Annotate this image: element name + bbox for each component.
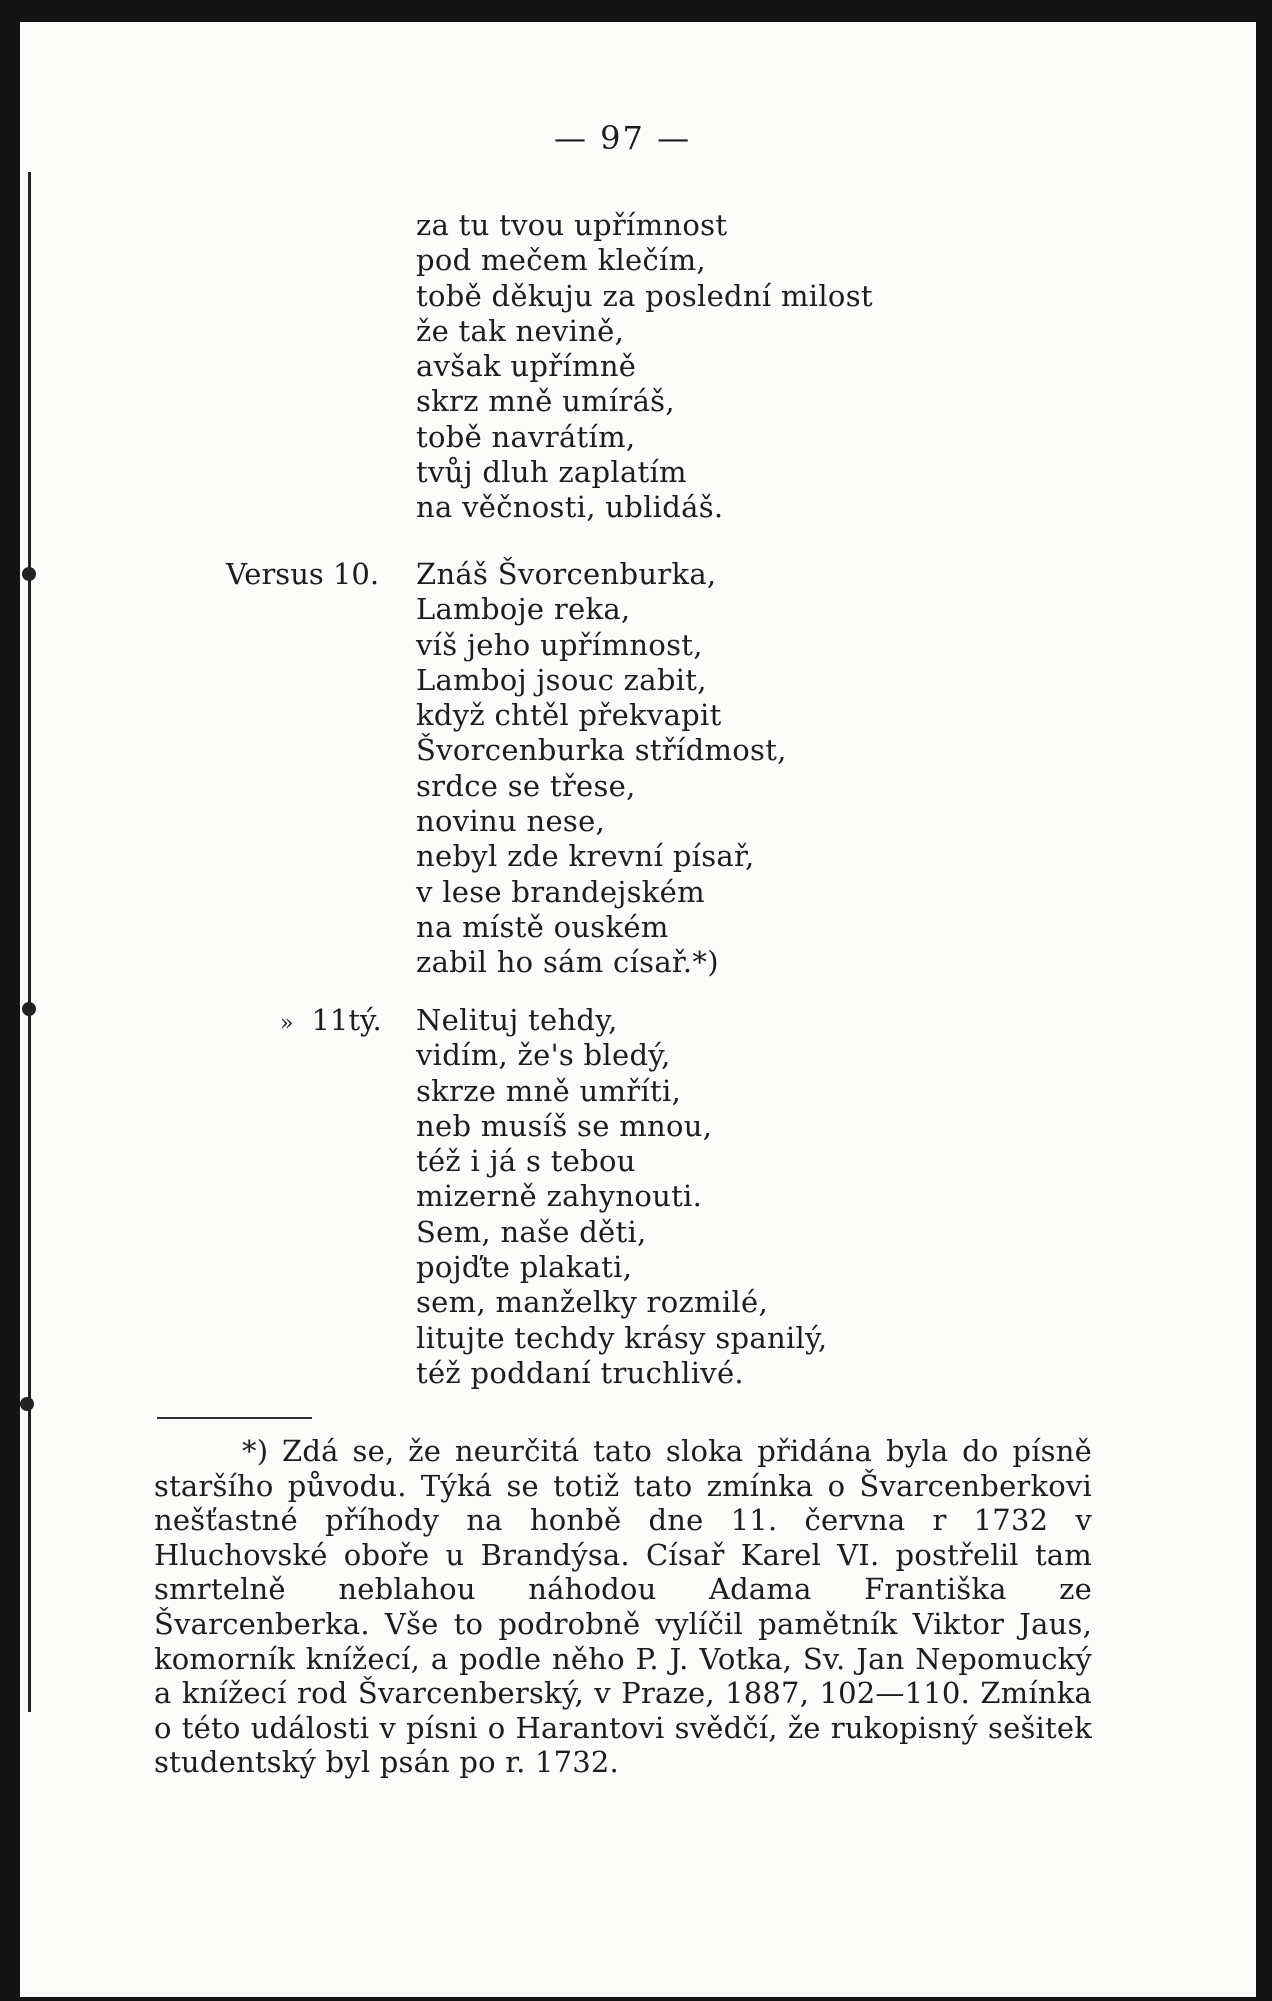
verse-line: sem, manželky rozmilé, <box>416 1285 768 1320</box>
verse-line: Lamboj jsouc zabit, <box>416 662 707 697</box>
verse-line: v lese brandejském <box>416 874 705 909</box>
verse-line: Lamboje reka, <box>416 592 631 627</box>
verse-line: pod mečem klečím, <box>416 243 706 278</box>
verse-line: skrz mně umíráš, <box>416 384 675 419</box>
verse-line: mizerně zahynouti. <box>416 1179 703 1214</box>
binding-mark <box>22 567 36 581</box>
verse-1 <box>416 208 873 526</box>
verse-line: na věčnosti, ublidáš. <box>416 490 724 525</box>
verse-3-label-group <box>280 1003 382 1041</box>
verse-line: na místě ouském <box>416 909 669 944</box>
verse-line: novinu nese, <box>416 804 606 839</box>
verse-line: Sem, naše děti, <box>416 1214 647 1249</box>
verse-line: srdce se třese, <box>416 768 636 803</box>
book-page <box>20 22 1256 1997</box>
verse-line: tvůj dluh zaplatím <box>416 455 687 490</box>
verse-line: za tu tvou upřímnost <box>416 208 728 242</box>
verse-line: vidím, že's bledý, <box>416 1038 671 1073</box>
binding-mark <box>22 1002 36 1016</box>
verse-2-label: Versus 10. <box>226 557 380 591</box>
verse-line: avšak upřímně <box>416 349 637 384</box>
ditto-mark: » <box>280 1011 294 1036</box>
verse-line: Nelituj tehdy, <box>416 1003 618 1037</box>
verse-line: skrze mně umříti, <box>416 1073 682 1108</box>
verse-3 <box>416 1003 827 1391</box>
verse-line: též poddaní truchlivé. <box>416 1355 744 1390</box>
verse-line: tobě navrátím, <box>416 419 636 454</box>
verse-3-label: 11tý. <box>311 1003 382 1037</box>
verse-line: pojďte plakati, <box>416 1250 633 1285</box>
verse-line: tobě děkuju za poslední milost <box>416 278 873 313</box>
verse-line: víš jeho upřímnost, <box>416 627 703 662</box>
verse-line: neb musíš se mnou, <box>416 1108 713 1143</box>
footnote: *) Zdá se, že neurčitá tato sloka přidána byla do písně staršího původu. Týká se totiž tato zmínka o Švarcenberkovi nešťastné příhody na honbě dne 11. června r 1732 v Hluchovské oboře u Brandýsa. Císař Karel VI. postřelil tam smrtelně neblahou náhodou Adama Františka ze Švarcenberka. Vše to podrobně vylíčil pamětník Viktor Jaus, komorník knížecí, a podle něho P. J. Votka, Sv. Jan Nepomucký a knížecí rod Švarcenberský, v Praze, 1887, 102—110. Zmínka o této události v písni o Harantovi svědčí, že rukopisný sešitek studentský byl psán po r. 1732. <box>154 1434 1092 1780</box>
verse-line: zabil ho sám císař.*) <box>416 945 719 980</box>
verse-line: též i já s tebou <box>416 1144 636 1179</box>
verse-line: litujte techdy krásy spanilý, <box>416 1320 828 1355</box>
verse-line: že tak nevině, <box>416 313 625 348</box>
binding-edge <box>28 172 31 1712</box>
verse-line: Švorcenburka střídmost, <box>416 733 787 768</box>
verse-line: nebyl zde krevní písař, <box>416 839 755 874</box>
verse-line: když chtěl překvapit <box>416 698 722 733</box>
verse-2 <box>416 557 787 981</box>
verse-line: Znáš Švorcenburka, <box>416 557 717 591</box>
binding-mark <box>20 1397 34 1411</box>
footnote-rule <box>157 1417 312 1419</box>
page-number: — 97 — <box>554 119 692 157</box>
